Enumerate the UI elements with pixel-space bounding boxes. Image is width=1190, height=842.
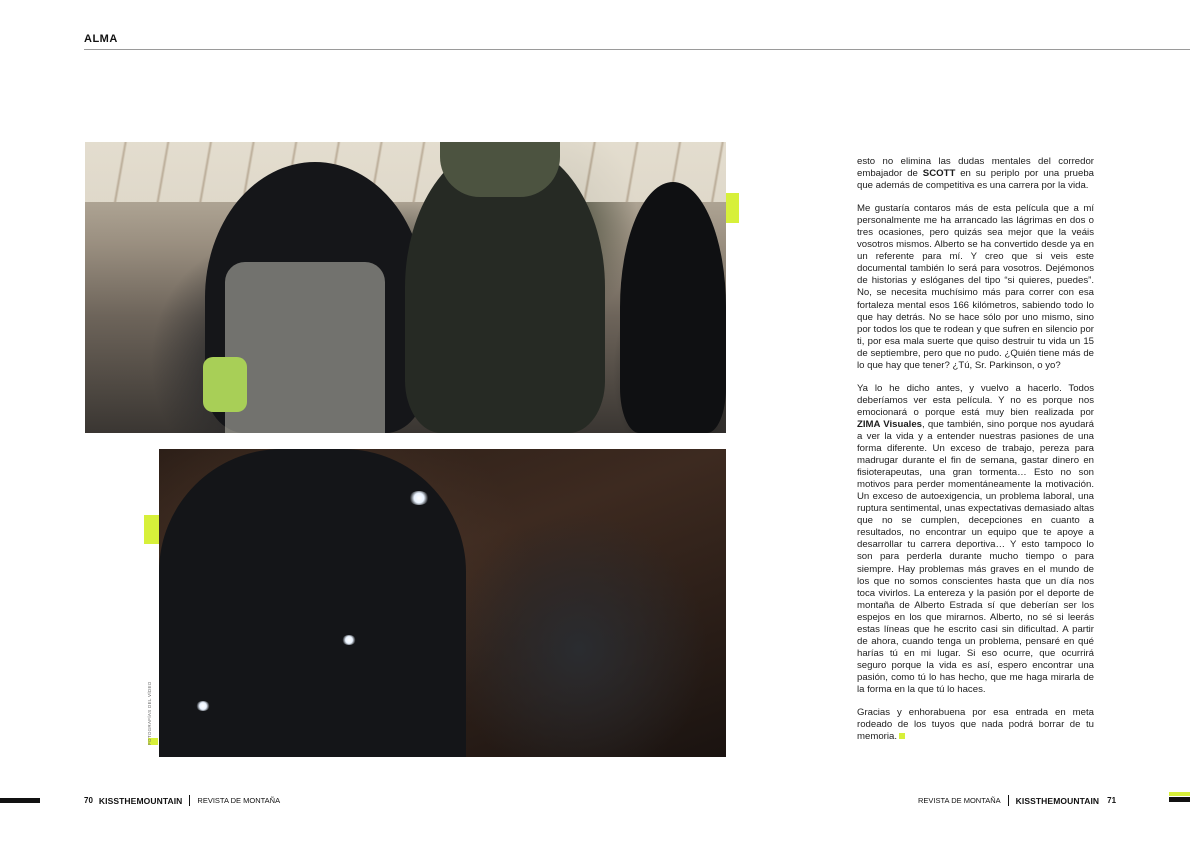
section-label: ALMA xyxy=(84,33,118,45)
paragraph-3: Ya lo he dicho antes, y vuelvo a hacerlo. Todos deberíamos ver esta película. Y no es porque nos emocionará o porque está muy bien realizada por ZIMA Visuales, que también, sino porque nos ayudará a ver la vida y a entender nuestras pasiones de una forma diferente. Un exceso de trabajo, pereza para madrugar durante el fin de semana, gastar dinero en fisioterapeutas, una gran tormenta… Esto no son motivos para perder momentáneamente la motivación. Un exceso de autoexigencia, un problema laboral, una ruptura sentimental, unas expectativas demasiado altas que no se cumplen, decepciones en cuanto a resultados, no encontrar un equipo que te apoye a desarrollar tu carrera deportiva… Y esto tampoco lo son para perderla durante mucho tiempo o para siempre. Hay problemas más graves en el mundo de los que no somos conscientes hasta que un día nos toca vivirlos. La entereza y la pasión por el deporte de montaña de Alberto Estrada sí que deberían ser los espejos en los que mirarnos. Alberto, no sé si leerás estas líneas que he escrito casi sin dificultad. A partir de ahora, cuando tenga un problema, pensaré en qué harías tú en mi lugar. Si eso ocurre, que ocurrirá seguro porque la vida es así, espero encontrar una pasión, como tú lo has hecho, que me haga mirarla de la forma en la que tú lo haces. xyxy=(857,382,1095,695)
footer-brand-left: KISSTHEMOUNTAIN xyxy=(98,795,183,806)
bottle xyxy=(203,357,247,412)
hall-roof xyxy=(85,142,726,202)
footer-separator-left xyxy=(189,795,190,806)
footer-separator-right xyxy=(1008,795,1009,806)
page-number-right: 71 xyxy=(1107,796,1117,805)
footer-left xyxy=(84,795,280,806)
paragraph-2: Me gustaría contaros más de esta película que a mí personalmente me ha arrancado las lágrimas en dos o tres ocasiones, pero quizás sea mejor que la veáis vosotros mismos. Alberto se ha convertido desde ya en un referente para mí. Y creo que si veis este documental también lo será para vosotros. Dejémonos de historias y eslóganes del tipo “si quieres, puedes”. No, se necesita muchísimo más para correr con esa fortaleza mental esos 166 kilómetros, sabiendo todo lo que hay detrás. No se hace sólo por uno mismo, sino por todos los que te rodean y que sufren en silencio por ti, por esa mala suerte que quiso destruir tu vida un 15 de septiembre, pero que no pudo. ¿Quién tiene más de lo que hay que tener? ¿Tú, Sr. Parkinson, o yo? xyxy=(857,203,1094,371)
paragraph-4: Gracias y enhorabuena por esa entrada en meta rodeado de los tuyos que nada podrá borrar de tu memoria. xyxy=(857,707,1094,743)
footer-brand-right: KISSTHEMOUNTAIN xyxy=(1015,795,1100,806)
brand-scott: SCOTT xyxy=(922,168,956,180)
page-number-left: 70 xyxy=(84,796,93,805)
photo-credit: FOTOGRAFÍAS DEL VÍDEO xyxy=(147,681,152,745)
headlamp-back xyxy=(342,635,356,645)
edge-bar-right xyxy=(1169,792,1190,796)
runner-left-vest xyxy=(225,262,385,433)
runner-right-hood xyxy=(620,182,726,433)
accent-block-top xyxy=(726,193,739,223)
footer-tagline-left: REVISTA DE MONTAÑA xyxy=(197,796,281,805)
brand-zima: ZIMA Visuales xyxy=(857,418,923,430)
runner-center-beanie xyxy=(440,142,560,197)
photo-runner-cave xyxy=(159,449,726,757)
end-mark xyxy=(899,733,905,739)
paragraph-1: esto no elimina las dudas mentales del corredor embajador de SCOTT en su periplo por una prueba que además de competitiva es una carrera por la vida. xyxy=(857,156,1095,192)
photo-runners-hall xyxy=(85,142,726,433)
footer-tagline-right: REVISTA DE MONTAÑA xyxy=(918,796,1001,805)
header-rule xyxy=(84,49,1190,50)
headlamp-front xyxy=(196,701,210,711)
article-body xyxy=(857,156,1094,754)
edge-bar-left xyxy=(0,798,40,803)
footer-right xyxy=(918,795,1116,806)
headlamp-main xyxy=(409,491,429,505)
accent-block-left xyxy=(144,515,159,544)
edge-bar-right-dark xyxy=(1169,797,1190,802)
